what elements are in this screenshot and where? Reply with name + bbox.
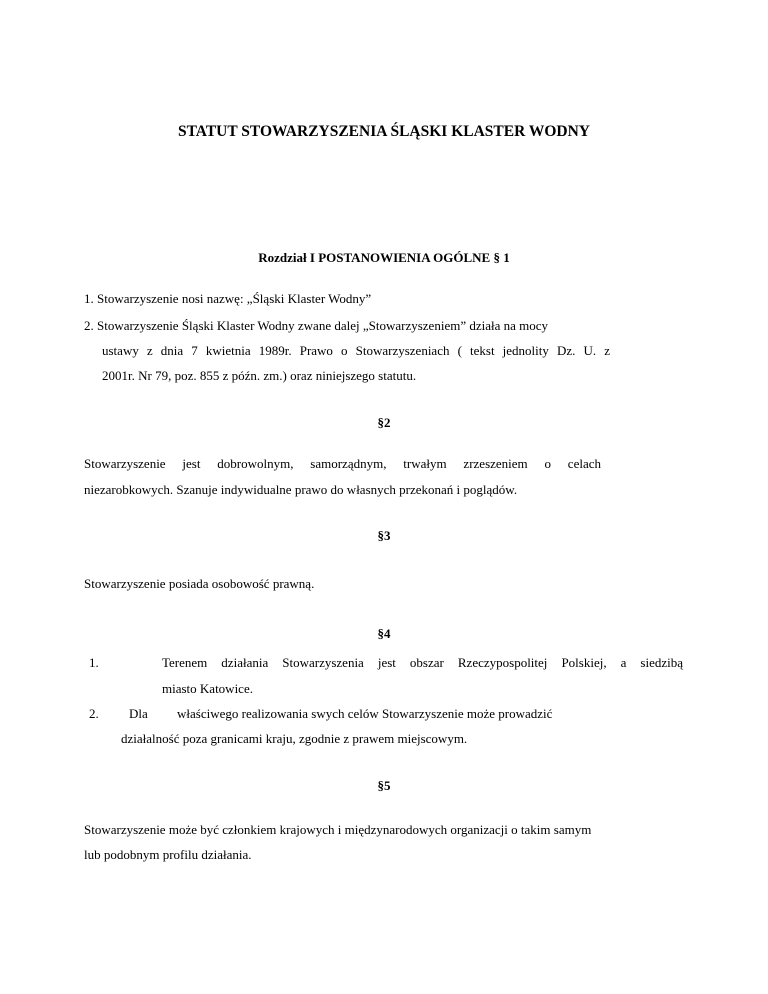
s5-line-2: lub podobnym profilu działania. — [84, 847, 252, 862]
document-title: STATUT STOWARZYSZENIA ŚLĄSKI KLASTER WODNY — [177, 123, 591, 140]
s4-item-1-line-1: Terenem działania Stowarzyszenia jest obszar Rzeczypospolitej Polskiej, a siedzibą — [162, 655, 683, 670]
s1-item-2-line-3: 2001r. Nr 79, poz. 855 z późn. zm.) oraz niniejszego statutu. — [102, 368, 417, 383]
s5-heading: §5 — [377, 778, 391, 793]
s2-line-2: niezarobkowych. Szanuje indywidualne prawo do własnych przekonań i poglądów. — [84, 482, 518, 497]
s3-heading: §3 — [377, 528, 391, 543]
s2-line-1: Stowarzyszenie jest dobrowolnym, samorządnym, trwałym zrzeszeniem o celach — [84, 456, 601, 471]
s1-item-1: 1. Stowarzyszenie nosi nazwę: „Śląski Klaster Wodny” — [84, 291, 372, 306]
s4-item-2-line-1: właściwego realizowania swych celów Stowarzyszenie może prowadzić — [177, 706, 553, 721]
s1-item-2-line-2: ustawy z dnia 7 kwietnia 1989r. Prawo o Stowarzyszeniach ( tekst jednolity Dz. U. z — [102, 343, 610, 358]
s4-item-1-line-2: miasto Katowice. — [162, 681, 253, 696]
chapter-heading: Rozdział I POSTANOWIENIA OGÓLNE § 1 — [258, 250, 510, 265]
s1-item-2-line-1: 2. Stowarzyszenie Śląski Klaster Wodny zwane dalej „Stowarzyszeniem” działa na mocy — [84, 318, 549, 333]
s4-item-2-number: 2. — [89, 706, 99, 721]
s2-heading: §2 — [377, 415, 391, 430]
s4-item-2-line-2: działalność poza granicami kraju, zgodnie z prawem miejscowym. — [121, 731, 468, 746]
s4-item-1-number: 1. — [89, 655, 99, 670]
s4-item-2-word: Dla — [129, 706, 148, 721]
s3-line-1: Stowarzyszenie posiada osobowość prawną. — [84, 576, 315, 591]
s5-line-1: Stowarzyszenie może być członkiem krajowych i międzynarodowych organizacji o takim samym — [84, 822, 592, 837]
s4-heading: §4 — [377, 626, 391, 641]
